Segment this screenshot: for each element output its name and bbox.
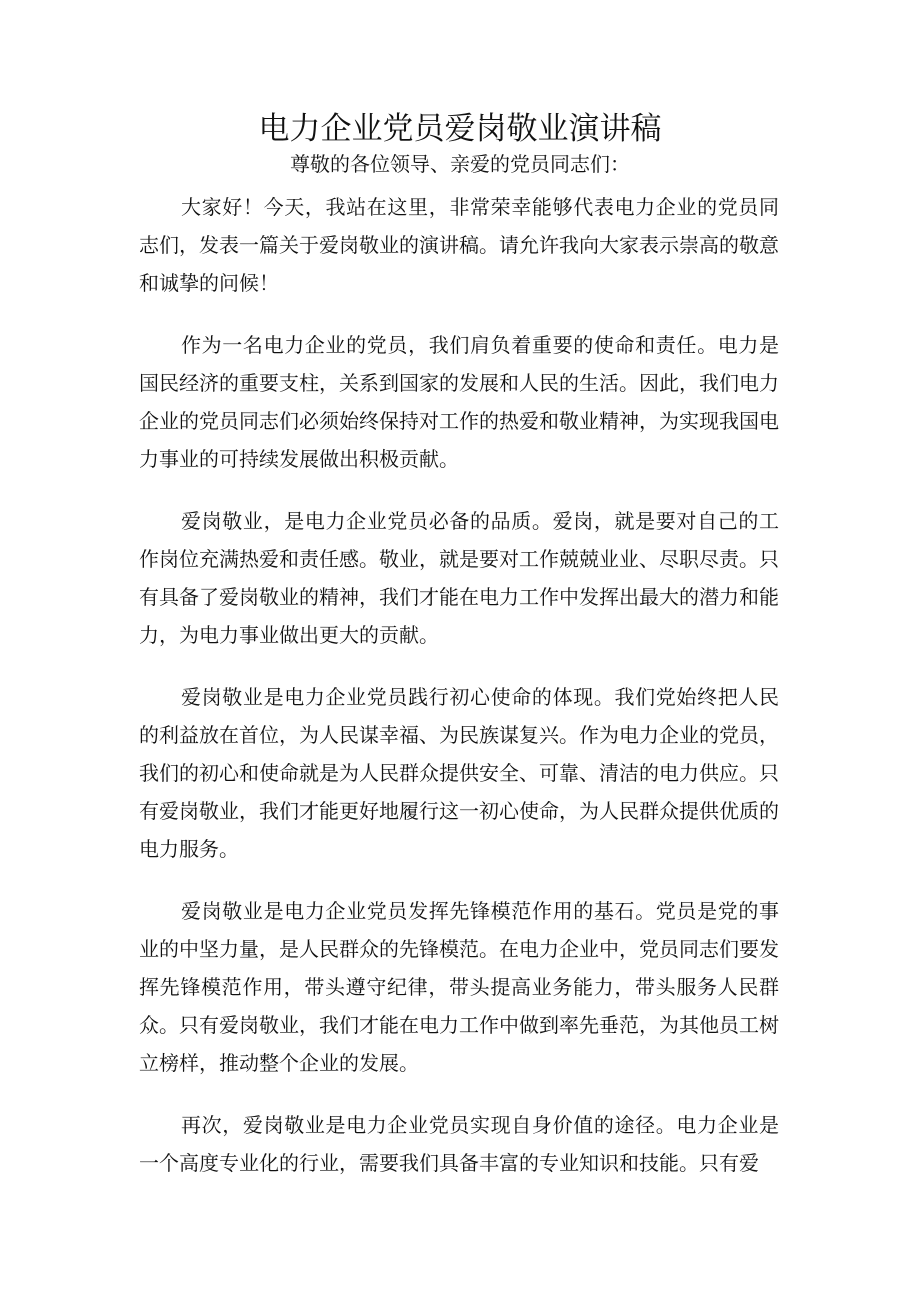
- paragraph-6: 再次，爱岗敬业是电力企业党员实现自身价值的途径。电力企业是一个高度专业化的行业，需要我们具备丰富的专业知识和技能。只有爱: [139, 1113, 779, 1175]
- salutation: 尊敬的各位领导、亲爱的党员同志们：: [290, 152, 630, 176]
- paragraph-1: 大家好！今天，我站在这里，非常荣幸能够代表电力企业的党员同志们，发表一篇关于爱岗敬业的演讲稿。请允许我向大家表示崇高的敬意和诚挚的问候！: [139, 195, 779, 295]
- document-title: 电力企业党员爱岗敬业演讲稿: [258, 111, 662, 147]
- paragraph-5: 爱岗敬业是电力企业党员发挥先锋模范作用的基石。党员是党的事业的中坚力量，是人民群众的先锋模范。在电力企业中，党员同志们要发挥先锋模范作用，带头遵守纪律，带头提高业务能力，带头服务人民群众。只有爱岗敬业，我们才能在电力工作中做到率先垂范，为其他员工树立榜样，推动整个企业的发展。: [139, 899, 779, 1075]
- paragraph-4: 爱岗敬业是电力企业党员践行初心使命的体现。我们党始终把人民的利益放在首位，为人民谋幸福、为民族谋复兴。作为电力企业的党员，我们的初心和使命就是为人民群众提供安全、可靠、清洁的电力供应。只有爱岗敬业，我们才能更好地履行这一初心使命，为人民群众提供优质的电力服务。: [139, 685, 779, 861]
- document-body: [139, 188, 779, 1206]
- paragraph-3: 爱岗敬业，是电力企业党员必备的品质。爱岗，就是要对自己的工作岗位充满热爱和责任感。敬业，就是要对工作兢兢业业、尽职尽责。只有具备了爱岗敬业的精神，我们才能在电力工作中发挥出最大的潜力和能力，为电力事业做出更大的贡献。: [139, 509, 779, 647]
- paragraph-2: 作为一名电力企业的党员，我们肩负着重要的使命和责任。电力是国民经济的重要支柱，关系到国家的发展和人民的生活。因此，我们电力企业的党员同志们必须始终保持对工作的热爱和敬业精神，为实现我国电力事业的可持续发展做出积极贡献。: [139, 333, 779, 471]
